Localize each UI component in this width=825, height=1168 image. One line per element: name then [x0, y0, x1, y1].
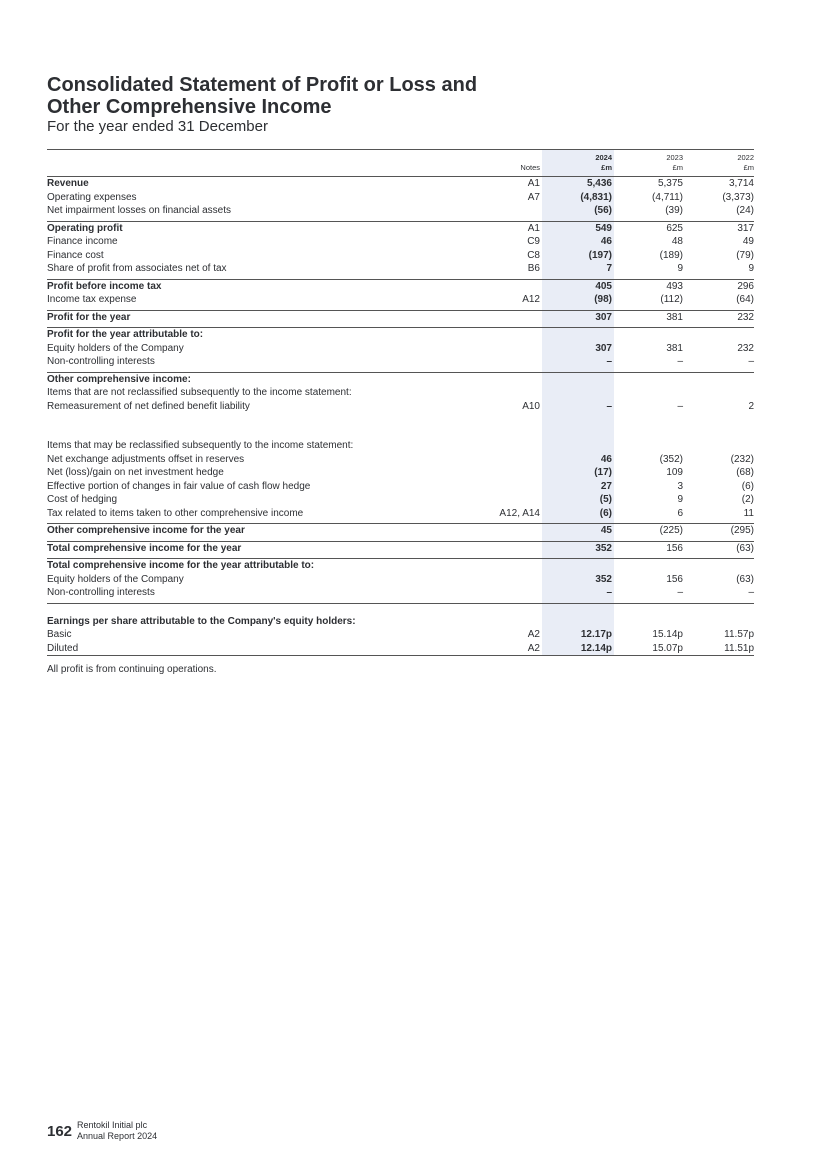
table-row — [47, 386, 754, 400]
row-label: Remeasurement of net defined benefit liability — [47, 400, 250, 412]
row-label: Diluted — [47, 642, 79, 654]
row-spacer — [47, 413, 754, 426]
row-value-2023: 9 — [677, 494, 683, 505]
row-value-2022: – — [748, 587, 754, 598]
row-label: Income tax expense — [47, 294, 137, 305]
row-value-2024: 307 — [595, 311, 612, 323]
row-value-2022: – — [748, 356, 754, 367]
table-row — [47, 558, 754, 573]
row-label: Items that may be reclassified subsequently to the income statement: — [47, 440, 354, 451]
table-row — [47, 262, 754, 276]
row-value-2023: 48 — [671, 236, 683, 247]
row-value-2022: 296 — [737, 280, 754, 292]
row-value-2024: (17) — [594, 467, 612, 478]
table-row — [47, 235, 754, 249]
row-notes: A12 — [522, 294, 540, 305]
row-label: Other comprehensive income for the year — [47, 525, 245, 536]
table-row — [47, 573, 754, 587]
row-label: Operating profit — [47, 222, 123, 234]
table-row — [47, 439, 754, 453]
row-notes: C8 — [527, 249, 540, 261]
publisher-name: Rentokil Initial plc — [77, 1120, 148, 1130]
row-label: Earnings per share attributable to the Company's equity holders: — [47, 615, 356, 627]
header-2022: 2022 £m — [737, 153, 754, 172]
table-row — [47, 541, 754, 556]
row-notes: A2 — [527, 642, 540, 654]
row-value-2022: 11.57p — [724, 629, 754, 640]
row-value-2023: 6 — [677, 507, 683, 519]
table-row — [47, 642, 754, 656]
row-value-2022: (3,373) — [722, 191, 754, 203]
income-statement-table — [47, 149, 754, 656]
row-value-2024: 352 — [595, 542, 612, 554]
row-label: Profit for the year — [47, 311, 131, 323]
row-value-2024: (4,831) — [580, 191, 612, 203]
row-value-2023: 156 — [666, 542, 683, 554]
row-value-2022: 11.51p — [724, 642, 754, 654]
row-value-2023: – — [677, 356, 683, 367]
table-row — [47, 249, 754, 263]
row-value-2024: 5,436 — [586, 178, 612, 189]
table-header — [47, 149, 754, 177]
table-row — [47, 628, 754, 642]
row-value-2022: (63) — [736, 542, 754, 554]
row-value-2024: 12.17p — [580, 629, 612, 640]
row-value-2023: (4,711) — [652, 191, 683, 203]
row-value-2023: – — [677, 587, 683, 598]
row-value-2024: 7 — [606, 263, 612, 274]
row-label: Equity holders of the Company — [47, 342, 184, 354]
table-row — [47, 327, 754, 342]
row-value-2022: (2) — [741, 494, 754, 505]
page-number: 162 — [47, 1122, 73, 1140]
row-value-2022: (232) — [730, 453, 754, 465]
row-notes: C9 — [527, 236, 540, 247]
row-label: Tax related to items taken to other comprehensive income — [47, 507, 304, 519]
table-row — [47, 293, 754, 307]
table-row — [47, 310, 754, 325]
row-label: Non-controlling interests — [47, 587, 155, 598]
table-row — [47, 480, 754, 494]
row-label: Profit for the year attributable to: — [47, 329, 204, 340]
row-value-2022: (64) — [736, 294, 754, 305]
row-value-2023: 15.14p — [652, 629, 683, 640]
table-row — [47, 586, 754, 600]
row-notes: A1 — [527, 222, 540, 234]
row-label: Net exchange adjustments offset in reserves — [47, 453, 245, 465]
page-title — [47, 74, 477, 118]
row-value-2022: (295) — [730, 525, 754, 536]
row-value-2024: – — [606, 587, 612, 598]
row-label: Items that are not reclassified subsequently to the income statement: — [47, 387, 352, 398]
row-spacer — [47, 604, 754, 615]
row-value-2024: (98) — [594, 294, 612, 305]
table-row — [47, 279, 754, 294]
row-value-2023: 493 — [666, 280, 683, 292]
row-value-2024: (5) — [599, 494, 612, 505]
row-value-2022: 317 — [737, 222, 754, 234]
row-value-2023: 15.07p — [652, 642, 683, 654]
page-subtitle: For the year ended 31 December — [47, 118, 268, 135]
row-value-2024: 405 — [595, 280, 612, 292]
row-spacer — [47, 426, 754, 439]
row-label: Finance cost — [47, 249, 104, 261]
title-line-1: Consolidated Statement of Profit or Loss and — [47, 74, 478, 96]
row-label: Share of profit from associates net of tax — [47, 263, 227, 274]
row-value-2023: 625 — [666, 222, 683, 234]
row-notes: A1 — [527, 178, 540, 189]
row-notes: A12, A14 — [499, 507, 540, 519]
footnote: All profit is from continuing operations. — [47, 664, 217, 675]
table-end-rule — [47, 655, 754, 656]
row-value-2024: (6) — [599, 507, 612, 519]
table-row — [47, 493, 754, 507]
row-notes: B6 — [527, 263, 540, 274]
table-row — [47, 507, 754, 521]
page-footer — [47, 1120, 157, 1142]
row-value-2022: 232 — [737, 342, 754, 354]
row-value-2023: 9 — [677, 263, 683, 274]
row-value-2023: 5,375 — [657, 178, 683, 189]
row-notes: A10 — [522, 400, 540, 412]
row-value-2024: 46 — [600, 236, 612, 247]
header-notes: Notes — [520, 163, 540, 172]
table-row — [47, 191, 754, 205]
row-value-2022: 49 — [742, 236, 754, 247]
row-value-2023: 3 — [677, 480, 683, 492]
table-row — [47, 615, 754, 629]
row-value-2022: (6) — [741, 480, 754, 492]
row-label: Total comprehensive income for the year — [47, 542, 242, 554]
table-body — [47, 177, 754, 655]
row-value-2022: 3,714 — [728, 178, 754, 189]
row-value-2024: 45 — [600, 525, 612, 536]
row-label: Non-controlling interests — [47, 356, 155, 367]
row-value-2023: (39) — [665, 205, 683, 216]
publisher — [77, 1120, 157, 1142]
table-row — [47, 372, 754, 387]
row-label: Basic — [47, 629, 72, 640]
row-value-2023: (189) — [659, 249, 683, 261]
row-value-2022: (79) — [736, 249, 754, 261]
row-value-2022: 11 — [743, 507, 754, 519]
row-value-2023: 381 — [666, 311, 683, 323]
table-row — [47, 204, 754, 218]
row-value-2024: 12.14p — [580, 642, 612, 654]
row-label: Operating expenses — [47, 191, 137, 203]
row-label: Net (loss)/gain on net investment hedge — [47, 467, 224, 478]
header-2024: 2024 £m — [595, 153, 612, 172]
row-label: Cost of hedging — [47, 494, 118, 505]
row-value-2024: (197) — [588, 249, 612, 261]
table-row — [47, 177, 754, 191]
row-label: Profit before income tax — [47, 280, 162, 292]
row-value-2024: – — [606, 400, 612, 412]
row-value-2022: 232 — [737, 311, 754, 323]
row-notes: A2 — [527, 629, 540, 640]
header-2023: 2023 £m — [666, 153, 683, 172]
row-value-2024: – — [606, 356, 612, 367]
row-value-2022: (24) — [736, 205, 754, 216]
row-value-2024: (56) — [594, 205, 612, 216]
report-name: Annual Report 2024 — [77, 1131, 158, 1141]
row-value-2024: 46 — [600, 453, 612, 465]
row-label: Revenue — [47, 178, 89, 189]
row-notes: A7 — [527, 191, 540, 203]
row-value-2024: 352 — [595, 573, 612, 585]
row-value-2023: (112) — [660, 294, 683, 305]
row-value-2023: 109 — [666, 467, 683, 478]
row-label: Equity holders of the Company — [47, 573, 184, 585]
row-value-2022: 9 — [748, 263, 754, 274]
row-label: Finance income — [47, 236, 118, 247]
table-row — [47, 453, 754, 467]
row-value-2024: 549 — [595, 222, 612, 234]
table-row — [47, 342, 754, 356]
row-value-2023: – — [677, 400, 683, 412]
row-value-2022: (63) — [736, 573, 754, 585]
row-value-2024: 307 — [595, 342, 612, 354]
row-value-2023: (225) — [659, 525, 683, 536]
row-label: Effective portion of changes in fair value of cash flow hedge — [47, 480, 311, 492]
row-value-2023: 381 — [666, 342, 683, 354]
row-value-2022: 2 — [748, 400, 754, 412]
table-row — [47, 400, 754, 414]
title-line-2: Other Comprehensive Income — [47, 96, 332, 118]
table-row — [47, 466, 754, 480]
row-label: Net impairment losses on financial assets — [47, 205, 231, 216]
row-value-2023: (352) — [659, 453, 683, 465]
row-value-2024: 27 — [600, 480, 612, 492]
row-label: Total comprehensive income for the year attributable to: — [47, 560, 315, 571]
row-value-2023: 156 — [666, 573, 683, 585]
table-row — [47, 221, 754, 236]
table-row — [47, 355, 754, 369]
row-label: Other comprehensive income: — [47, 373, 191, 385]
row-value-2022: (68) — [736, 467, 754, 478]
table-row — [47, 523, 754, 538]
